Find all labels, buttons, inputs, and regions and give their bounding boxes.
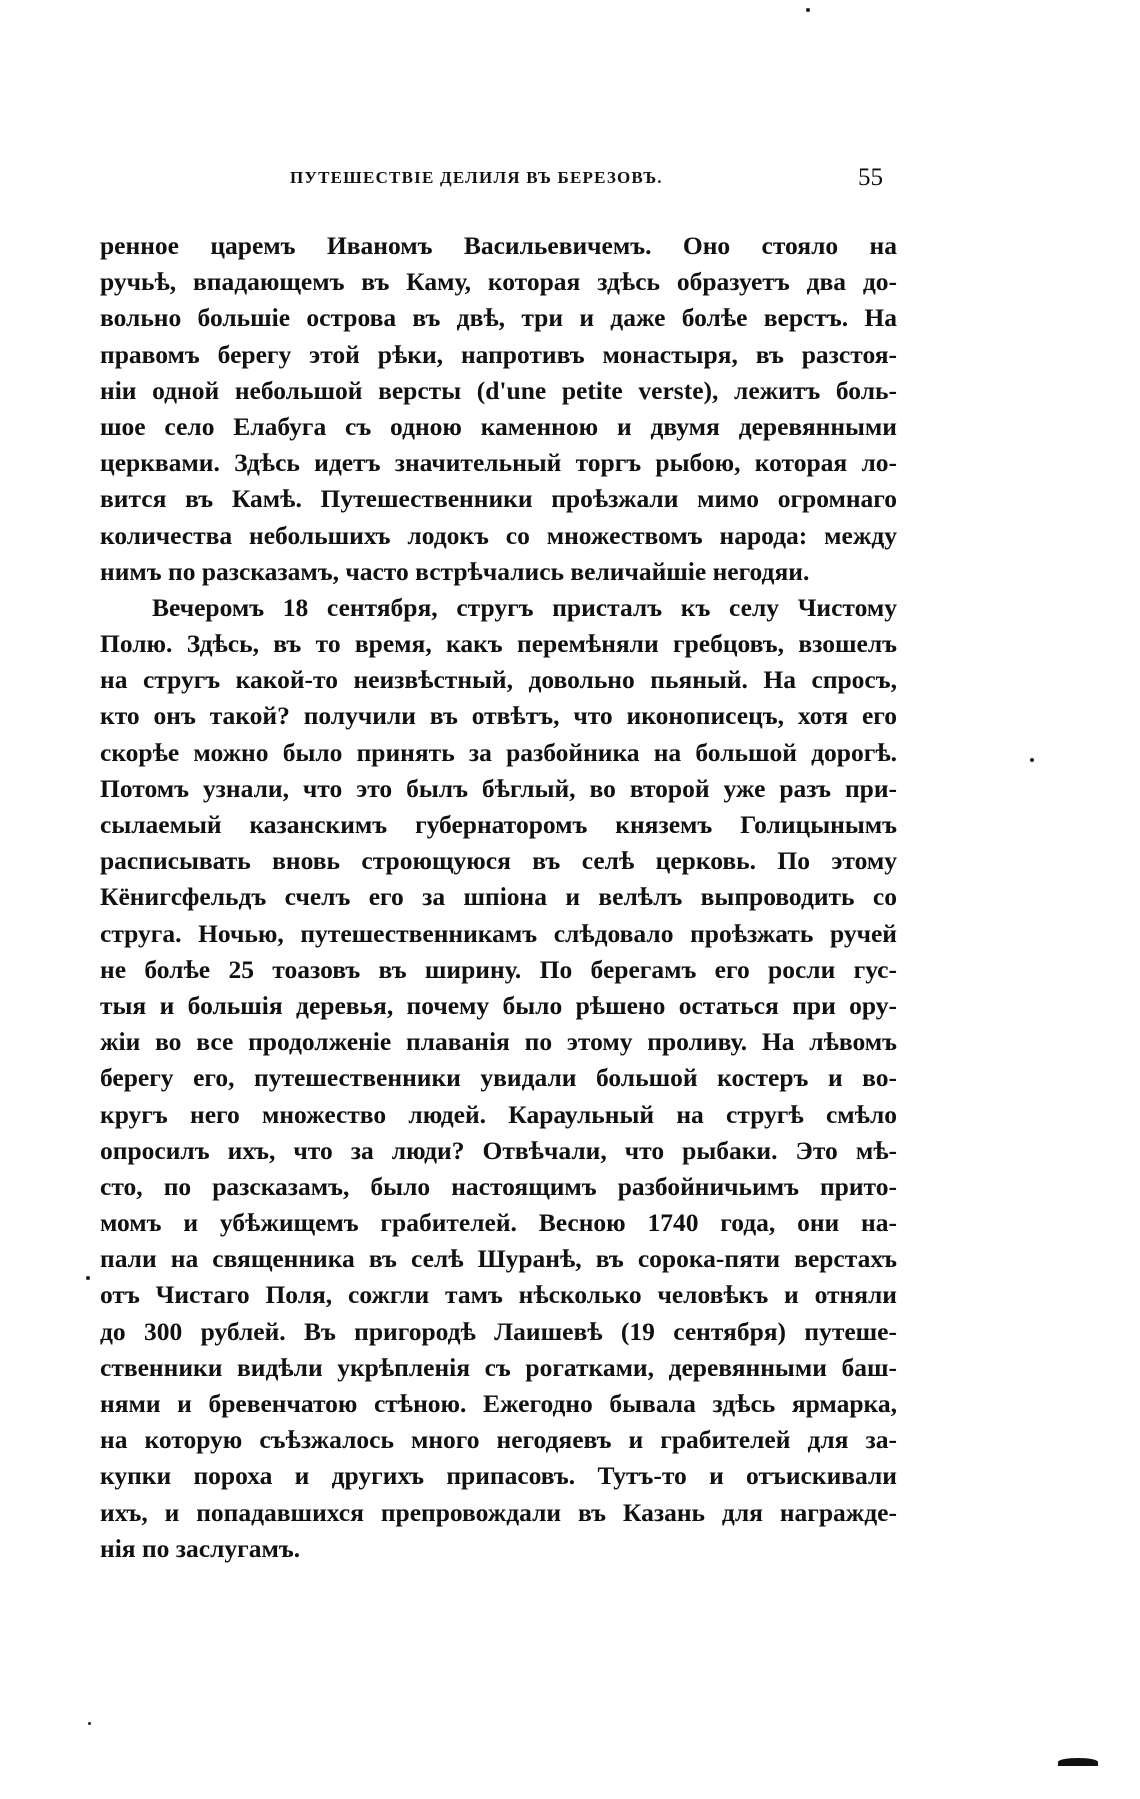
text-line: на которую съѣзжалось много негодяевъ и грабителей для за- bbox=[100, 1425, 897, 1455]
text-line: нями и бревенчатою стѣною. Ежегодно бывала здѣсь ярмарка, bbox=[100, 1389, 897, 1418]
scan-edge-mark bbox=[1058, 1758, 1098, 1766]
text-line: Потомъ узнали, что это былъ бѣглый, во второй уже разъ при- bbox=[100, 773, 897, 803]
body-text bbox=[100, 228, 897, 1567]
text-line: расписывать вновь строющуюся въ селѣ церковь. По этому bbox=[100, 846, 897, 876]
text-line: нимъ по разсказамъ, часто встрѣчались величайшіе негодяи. bbox=[100, 556, 810, 586]
text-line: вится въ Камѣ. Путешественники проѣзжали мимо огромнаго bbox=[100, 484, 897, 514]
text-line: вольно большіе острова въ двѣ, три и даже болѣе верстъ. На bbox=[100, 303, 897, 333]
text-line: не болѣе 25 тоазовъ въ ширину. По берегамъ его росли гус- bbox=[100, 954, 897, 984]
page-number: 55 bbox=[858, 164, 883, 191]
text-line: нія по заслугамъ. bbox=[100, 1533, 301, 1563]
text-line: до 300 рублей. Въ пригородѣ Лаишевѣ (19 сентября) путеше- bbox=[100, 1316, 897, 1346]
text-line: Кёнигсфельдъ счелъ его за шпіона и велѣлъ выпроводить со bbox=[100, 882, 897, 912]
text-line: опросилъ ихъ, что за люди? Отвѣчали, что рыбаки. Это мѣ- bbox=[100, 1135, 897, 1165]
text-line: отъ Чистаго Поля, сожгли тамъ нѣсколько человѣкъ и отняли bbox=[100, 1280, 897, 1310]
text-line: правомъ берегу этой рѣки, напротивъ монастыря, въ разстоя- bbox=[100, 339, 897, 369]
scan-speck bbox=[88, 1722, 91, 1725]
scan-speck bbox=[86, 1276, 90, 1280]
text-line: кругъ него множество людей. Караульный на стругѣ смѣло bbox=[100, 1099, 897, 1129]
text-line: Полю. Здѣсь, въ то время, какъ перемѣняли гребцовъ, взошелъ bbox=[100, 629, 897, 659]
scan-speck bbox=[806, 8, 810, 12]
text-line: тыя и большія деревья, почему было рѣшено остаться при ору- bbox=[100, 990, 897, 1020]
text-line: струга. Ночью, путешественникамъ слѣдовало проѣзжать ручей bbox=[100, 918, 897, 948]
text-line: ніи одной небольшой версты (d'une petite verste), лежитъ боль- bbox=[100, 375, 897, 405]
text-line: берегу его, путешественники увидали большой костеръ и во- bbox=[100, 1063, 897, 1093]
paragraph-first-line: Вечеромъ 18 сентября, стругъ присталъ къ селу Чистому bbox=[152, 592, 897, 622]
text-line: скорѣе можно было принять за разбойника на большой дорогѣ. bbox=[100, 737, 897, 767]
text-line: ручьѣ, впадающемъ въ Каму, которая здѣсь образуетъ два до- bbox=[100, 267, 897, 297]
text-line: на стругъ какой-то неизвѣстный, довольно пьяный. На спросъ, bbox=[100, 665, 897, 695]
text-line: жіи во все продолженіе плаванія по этому проливу. На лѣвомъ bbox=[100, 1027, 897, 1057]
text-line: сто, по разсказамъ, было настоящимъ разбойничьимъ прито- bbox=[100, 1171, 897, 1201]
text-line: сылаемый казанскимъ губернаторомъ княземъ Голицынымъ bbox=[100, 810, 897, 839]
text-line: количества небольшихъ лодокъ со множествомъ народа: между bbox=[100, 520, 897, 550]
text-line: ренное царемъ Иваномъ Васильевичемъ. Оно стояло на bbox=[100, 231, 897, 260]
text-line: купки пороха и другихъ припасовъ. Тутъ-то и отъискивали bbox=[100, 1461, 897, 1491]
text-line: церквами. Здѣсь идетъ значительный торгъ рыбою, которая ло- bbox=[100, 448, 897, 478]
text-line: пали на священника въ селѣ Шуранѣ, въ сорока-пяти верстахъ bbox=[100, 1244, 897, 1274]
text-line: кто онъ такой? получили въ отвѣтъ, что иконописецъ, хотя его bbox=[100, 701, 897, 731]
text-line: ихъ, и попадавшихся препровождали въ Казань для награжде- bbox=[100, 1497, 897, 1527]
text-line: момъ и убѣжищемъ грабителей. Весною 1740 года, они на- bbox=[100, 1208, 897, 1238]
scan-speck bbox=[1030, 758, 1034, 762]
text-line: ственники видѣли укрѣпленія съ рогатками, деревянными баш- bbox=[100, 1352, 897, 1382]
text-line: шое село Елабуга съ одною каменною и двумя деревянными bbox=[100, 411, 897, 441]
running-title: ПУТЕШЕСТВІЕ ДЕЛИЛЯ ВЪ БЕРЕЗОВЪ. bbox=[290, 168, 663, 187]
